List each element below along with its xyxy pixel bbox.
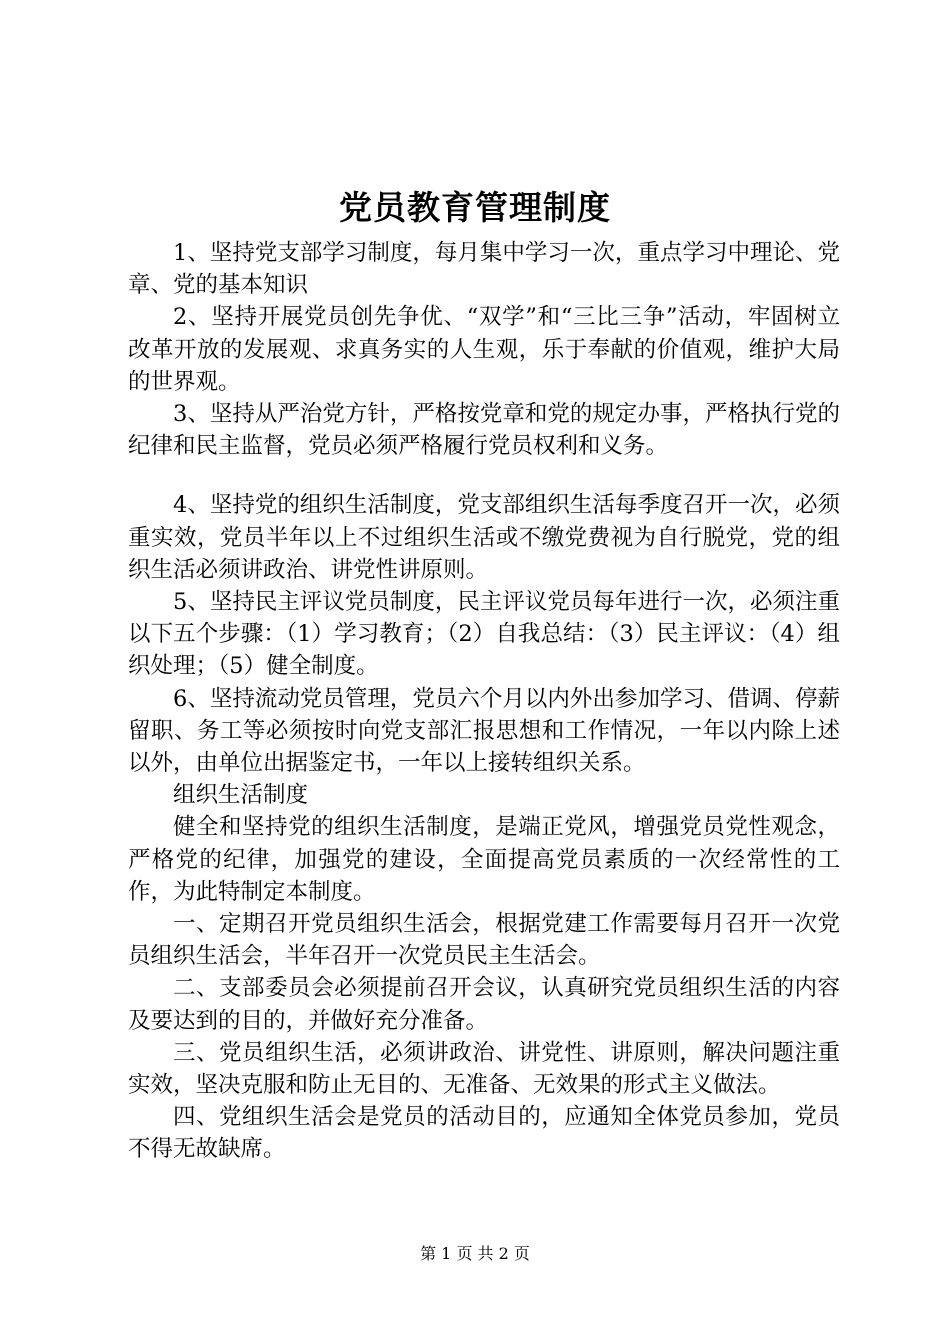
paragraph-1: 1、坚持党支部学习制度，每月集中学习一次，重点学习中理论、党章、党的基本知识 bbox=[128, 240, 840, 299]
section-heading: 组织生活制度 bbox=[173, 782, 309, 809]
paragraph-item-2: 二、支部委员会必须提前召开会议，认真研究党员组织生活的内容及要达到的目的，并做好充分准备。 bbox=[128, 975, 840, 1034]
paragraph-item-4: 四、党组织生活会是党员的活动目的，应通知全体党员参加，党员不得无故缺席。 bbox=[128, 1104, 840, 1163]
paragraph-item-1: 一、定期召开党员组织生活会，根据党建工作需要每月召开一次党员组织生活会，半年召开一次党员民主生活会。 bbox=[128, 911, 840, 970]
paragraph-4: 4、坚持党的组织生活制度，党支部组织生活每季度召开一次，必须重实效，党员半年以上不过组织生活或不缴党费视为自行脱党，党的组织生活必须讲政治、讲党性讲原则。 bbox=[128, 492, 840, 583]
paragraph-3: 3、坚持从严治党方针，严格按党章和党的规定办事，严格执行党的纪律和民主监督，党员必须严格履行党员权利和义务。 bbox=[128, 401, 840, 460]
page-number-footer: 第 1 页 共 2 页 bbox=[420, 1244, 530, 1263]
document-body bbox=[128, 237, 840, 1166]
paragraph-5: 5、坚持民主评议党员制度，民主评议党员每年进行一次，必须注重以下五个步骤：（1）学习教育；（2）自我总结：（3）民主评议：（4）组织处理；（5）健全制度。 bbox=[128, 589, 840, 680]
paragraph-2: 2、坚持开展党员创先争优、“双学”和“三比三争”活动，牢固树立改革开放的发展观、求真务实的人生观，乐于奉献的价值观，维护大局的世界观。 bbox=[128, 304, 840, 395]
paragraph-item-3: 三、党员组织生活，必须讲政治、讲党性、讲原则，解决问题注重实效，坚决克服和防止无目的、无准备、无效果的形式主义做法。 bbox=[128, 1039, 840, 1099]
paragraph-6: 6、坚持流动党员管理，党员六个月以内外出参加学习、借调、停薪留职、务工等必须按时向党支部汇报思想和工作情况，一年以内除上述以外，由单位出据鉴定书，一年以上接转组织关系。 bbox=[128, 685, 840, 777]
document-title: 党员教育管理制度 bbox=[339, 188, 611, 227]
paragraph-intro: 健全和坚持党的组织生活制度，是端正党风，增强党员党性观念，严格党的纪律，加强党的建设，全面提高党员素质的一次经常性的工作，为此特制定本制度。 bbox=[128, 814, 840, 905]
